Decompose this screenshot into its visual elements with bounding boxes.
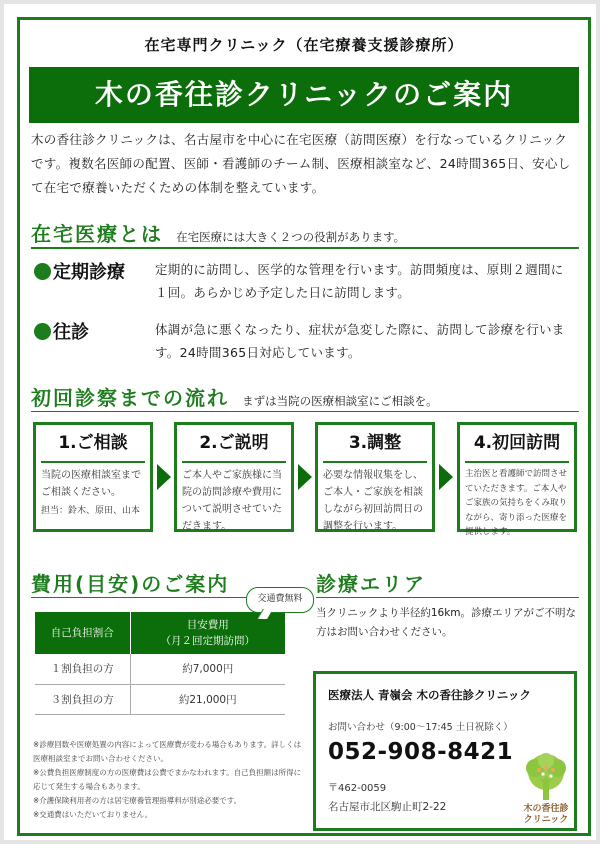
- table-row: [35, 654, 285, 684]
- note-item: ※診療回数や医療処置の内容によって医療費が変わる場合もあります。詳しくは医療相談室までお問い合わせください。: [33, 740, 302, 763]
- bullet-dot-icon: [34, 323, 51, 340]
- step-title: 3.調整: [348, 433, 402, 453]
- step-consultation: [33, 422, 153, 532]
- note-item: ※公費負担医療制度の方の医療費は公費でまかなわれます。自己負担額は所得に応じて発生する場合もあります。: [33, 768, 302, 791]
- fee-table: [35, 612, 285, 715]
- tree-logo-icon: [521, 752, 571, 804]
- contact-box: [313, 671, 577, 831]
- service-name: 往診: [53, 322, 89, 343]
- header-estimated-cost: 目安費用 （月２回定期訪問）: [130, 612, 285, 654]
- step-first-visit: [457, 422, 577, 537]
- intro-paragraph: 木の香往診クリニックは、名古屋市を中心に在宅医療（訪問医療）を行なっているクリニックです。複数名医師の配置、医師・看護師のチーム制、医療相談室など、24時間365日、安心して在宅で療養いただくための体制を整えています。: [31, 132, 571, 195]
- contact-hours: お問い合わせ（9:00〜17:45 土日祝除く）: [328, 722, 513, 733]
- fee-notes: [33, 738, 303, 822]
- title-banner: 木の香往診クリニックのご案内: [29, 67, 579, 123]
- clinic-subtitle: 在宅専門クリニック（在宅療養支援診療所）: [144, 36, 464, 54]
- header-burden-ratio: 自己負担割合: [35, 612, 130, 654]
- area-heading: [316, 568, 579, 598]
- organization-name: 医療法人 青嶺会 木の香往診クリニック: [328, 688, 531, 702]
- fees-title: 費用(目安)のご案内: [31, 572, 230, 596]
- step-description: ご本人やご家族様に当院の訪問診療や費用について説明させていただきます。: [182, 470, 282, 532]
- address: 名古屋市北区駒止町2-22: [328, 801, 447, 813]
- logo-text-line1: 木の香往診: [523, 804, 569, 814]
- step-title: 2.ご説明: [199, 433, 269, 453]
- service-description: 定期的に訪問し、医学的な管理を行います。訪問頻度は、原則２週間に１回。あらかじめ予定した日に訪問します。: [155, 262, 564, 300]
- service-name: 定期診療: [53, 262, 125, 283]
- note-item: ※介護保険利用者の方は居宅療養管理指導料が別途必要です。: [33, 796, 242, 805]
- free-transport-bubble: 交通費無料: [246, 587, 314, 613]
- service-description: 体調が急に悪くなったり、症状が急変した際に、訪問して診療を行います。24時間365日対応しています。: [155, 322, 565, 360]
- bullet-dot-icon: [34, 263, 51, 280]
- clinic-logo: [516, 752, 576, 830]
- logo-text-line2: クリニック: [523, 815, 569, 825]
- home-care-title: 在宅医療とは: [31, 222, 163, 246]
- step-staff-note: 担当：鈴木、原田、山本: [41, 506, 141, 516]
- burden-ratio-cell: ３割負担の方: [35, 684, 130, 714]
- phone-number[interactable]: 052-908-8421: [328, 739, 514, 765]
- step-description: 必要な情報収集をし、ご本人・ご家族を相談しながら初回訪問日の調整を行います。: [323, 470, 423, 532]
- cost-cell: 約21,000円: [130, 684, 285, 714]
- note-item: ※交通費はいただいておりません。: [33, 810, 153, 819]
- step-description: 主治医と看護師で訪問させていただきます。ご本人やご家族の気持ちをくみ取りながら、寄り添った医療を提供します。: [465, 469, 568, 537]
- area-title: 診療エリア: [316, 572, 426, 596]
- step-explanation: [174, 422, 294, 532]
- page-sheet: [4, 4, 596, 840]
- step-description: 当院の医療相談室までご相談ください。: [41, 470, 141, 498]
- home-care-heading: [31, 218, 579, 249]
- table-row: [35, 684, 285, 714]
- flyer-frame: [17, 17, 591, 836]
- step-title: 1.ご相談: [58, 433, 128, 453]
- flow-title: 初回診察までの流れ: [31, 386, 229, 410]
- flow-heading: [31, 382, 579, 412]
- fee-table-header: [35, 612, 285, 654]
- fees-heading: [31, 568, 256, 598]
- area-description: 当クリニックより半径約16km。診療エリアがご不明な方はお問い合わせください。: [316, 607, 577, 638]
- step-coordination: [315, 422, 435, 532]
- postal-code: 〒462-0059: [328, 783, 387, 794]
- flow-subtitle: まずは当院の医療相談室にご相談を。: [242, 394, 438, 408]
- home-care-subtitle: 在宅医療には大きく２つの役割があります。: [176, 230, 406, 244]
- burden-ratio-cell: １割負担の方: [35, 654, 130, 684]
- arrow-right-icon: [439, 464, 453, 490]
- arrow-right-icon: [298, 464, 312, 490]
- step-title: 4.初回訪問: [473, 433, 561, 453]
- flow-steps: [31, 422, 579, 537]
- arrow-right-icon: [157, 464, 171, 490]
- cost-cell: 約7,000円: [130, 654, 285, 684]
